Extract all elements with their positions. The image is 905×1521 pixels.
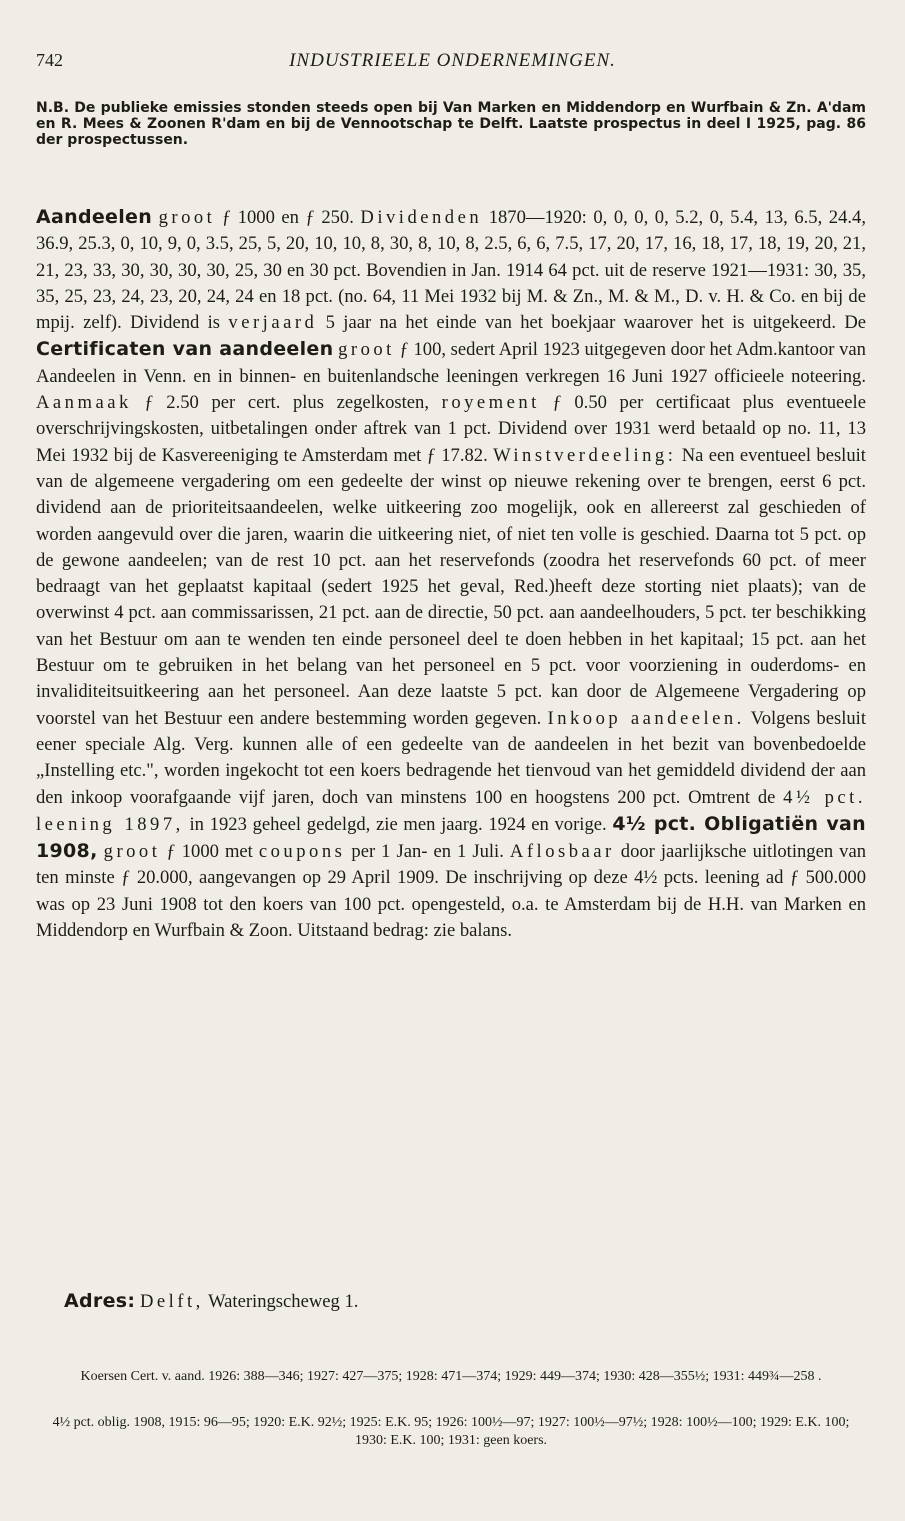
text-run: per 1 Jan- en 1 Juli. <box>351 841 504 863</box>
term-groot: groot <box>338 339 395 361</box>
heading-aandeelen: Aandeelen <box>36 206 153 228</box>
heading-certificaten: Certificaten van aandeelen <box>36 338 334 361</box>
term-aflosbaar: Aflosbaar <box>509 841 615 863</box>
text-run: ƒ 1000 en ƒ 250. <box>221 207 354 228</box>
company-body-text <box>36 204 866 944</box>
term-groot: groot <box>103 841 161 863</box>
term-aanmaak: Aanmaak <box>36 392 132 414</box>
term-coupons: coupons <box>258 841 346 863</box>
address-city: Delft, <box>139 1291 204 1312</box>
text-run: in 1923 geheel gedelgd, zie men jaarg. 1924 en vorige. <box>189 813 607 835</box>
address-line <box>64 1290 358 1313</box>
page-number: 742 <box>36 50 63 70</box>
term-leening-1897: 4½ pct. leening 1897, <box>36 786 866 835</box>
running-head: INDUSTRIEELE ONDERNEMINGEN. <box>289 50 616 71</box>
term-winstverdeeling: Winstverdeeling: <box>493 444 677 466</box>
heading-obligatien-1908: 4½ pct. Obligatiën van 1908, <box>36 812 866 863</box>
term-groot: groot <box>158 207 216 228</box>
text-run: ƒ 0.50 per certificaat plus eventueele overschrijvingskosten, uitbetalingen onder aftrek van 1 pct. Dividend over 1931 werd betaald op no. 11, 13 Mei 1932 bij de Kasvereeniging te Amsterdam met ƒ 17.82. <box>36 392 866 466</box>
quotes-certificates: Koersen Cert. v. aand. 1926: 388—346; 1927: 427—375; 1928: 471—374; 1929: 449—374; 1930: 428—355½; 1931: 449¾—258 . <box>80 1369 822 1384</box>
text-run: ƒ 1000 met <box>166 841 253 863</box>
text-run: 5 jaar na het einde van het boekjaar waarover het is uitgekeerd. De <box>325 312 867 334</box>
quotes-obligations: 4½ pct. oblig. 1908, 1915: 96—95; 1920: E.K. 92½; 1925: E.K. 95; 1926: 100½—97; 1927: 100½—97½; 1928: 100½—100; 1929: E.K. 100; 1930: E.K. 100; 1931: geen koers. <box>52 1415 850 1448</box>
page-header <box>36 50 869 80</box>
term-verjaard: verjaard <box>228 312 318 334</box>
text-run: ƒ 2.50 per cert. plus zegelkosten, <box>144 392 429 414</box>
emission-note: N.B. De publieke emissies stonden steeds open bij Van Marken en Middendorp en Wurfbain & Zn. A'dam en R. Mees & Zoonen R'dam en bij de Vennootschap te Delft. Laatste prospectus in deel I 1925, pag. 86 der prospectussen. <box>36 100 866 148</box>
address-street: Wateringscheweg 1. <box>208 1291 359 1312</box>
term-dividenden: Dividenden <box>360 207 483 228</box>
profit-distribution-text: Na een eventueel besluit van de algemeene vergadering om een gedeelte der winst op nieuwe rekening over te brengen, eerst 6 pct. dividend aan de prioriteitsaandeelen, welke uitkeering zoo mogelijk, ook en allereerst zal geschieden of worden aangevuld over die jaren, waarin die uitkeering niet, of niet ten volle is geschied. Daarna tot 5 pct. op de gewone aandeelen; van de rest 10 pct. aan het reservefonds (zoodra het reservefonds 60 pct. of meer bedraagt van het geplaatst kapitaal (sedert 1925 het geval, Red.)heeft deze storting niet plaats); van de overwinst 4 pct. aan commissarissen, 21 pct. aan de directie, 50 pct. aan aandeelhouders, 5 pct. ter beschikking van het Bestuur om aan te wenden ten einde personeel deel te doen hebben in het kapitaal; 15 pct. aan het Bestuur om te gebruiken in het belang van het personeel en 5 pct. voor voorziening in ouderdoms- en invaliditeitsuitkeering aan het personeel. Aan deze laatste 5 pct. kan door de Algemeene Vergadering op voorstel van het Bestuur een andere bestemming worden gegeven. <box>36 444 866 729</box>
text-run: Volgens besluit eener speciale Alg. Verg. kunnen alle of een gedeelte van de aandeelen in het bezit van bovenbedoelde „Instelling etc.", worden ingekocht tot een koers bedragende het tienvoud van het gemiddeld dividend der aan den inkoop voorafgaande vijf jaren, doch van minstens 100 en hoogstens 200 pct. Omtrent de <box>36 707 867 808</box>
address-label: Adres: <box>64 1290 136 1312</box>
text-run: door jaarlijksche uitlotingen van ten minste ƒ 20.000, aangevangen op 29 April 1909. De inschrijving op deze 4½ pcts. leening ad ƒ 500.000 was op 23 Juni 1908 tot den koers van 100 pct. opengesteld, o.a. te Amsterdam bij de H.H. van Marken en Middendorp en Wurfbain & Zoon. Uitstaand bedrag: zie balans. <box>36 841 867 942</box>
term-inkoop-aandeelen: Inkoop aandeelen. <box>547 707 745 729</box>
dividend-history: 1870—1920: 0, 0, 0, 0, 5.2, 0, 5.4, 13, 6.5, 24.4, 36.9, 25.3, 0, 10, 9, 0, 3.5, 25, 5, 20, 10, 10, 8, 30, 8, 10, 8, 2.5, 6, 6, 7.5, 17, 20, 17, 16, 18, 17, 18, 19, 20, 21, 21, 23, 33, 30, 30, 30, 30, 25, 30 en 30 pct. Bovendien in Jan. 1914 64 pct. uit de reserve 1921—1931: 30, 35, 35, 25, 23, 24, 23, 20, 24, 24 en 18 pct. (no. 64, 11 Mei 1932 bij M. & Zn., M. & M., D. v. H. & Co. en bij de mpij. zelf). Dividend is <box>36 207 866 334</box>
term-royement: royement <box>441 392 540 414</box>
text-run: ƒ 100, sedert April 1923 uitgegeven door het Adm.kantoor van Aandeelen in Venn. en in binnen- en buitenlandsche leeningen verkregen 16 Juni 1927 officieele noteering. <box>36 339 866 387</box>
